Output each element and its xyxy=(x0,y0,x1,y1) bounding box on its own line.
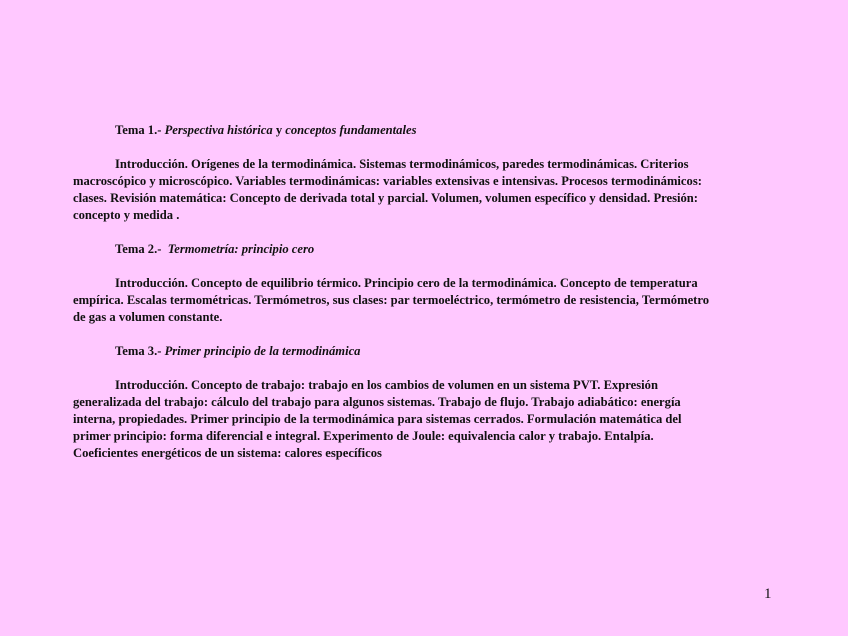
spacer xyxy=(73,258,713,275)
section-heading-tema-3 xyxy=(73,343,713,360)
section-title: Termometría: principio cero xyxy=(167,242,315,256)
section-body-tema-2: Introducción. Concepto de equilibrio térmico. Principio cero de la termodinámica. Concepto de temperatura empírica. Escalas termométricas. Termómetros, sus clases: par termoeléctrico, termómetro de resistencia, Termómetro de gas a volumen constante. xyxy=(73,276,710,324)
section-heading-tema-2 xyxy=(73,241,713,258)
section-body-tema-3: Introducción. Concepto de trabajo: trabajo en los cambios de volumen en un sistema PVT. Expresión generalizada del trabajo: cálculo del trabajo para algunos sistemas. Trabajo de flujo. Trabajo adiabático: energía interna, propiedades. Primer principio de la termodinámica para sistemas cerrados. Formulación matemática del primer principio: forma diferencial e integral. Experimento de Joule: equivalencia calor y trabajo. Entalpía. Coeficientes energéticos de un sistema: calores específicos xyxy=(73,378,682,460)
section-title-joiner: y xyxy=(275,123,283,137)
spacer xyxy=(73,224,713,241)
section-title: Primer principio de la termodinámica xyxy=(164,344,361,358)
document-body xyxy=(73,122,713,462)
spacer xyxy=(73,139,713,156)
page-number: 1 xyxy=(764,586,772,602)
section-body-tema-1: Introducción. Orígenes de la termodinámica. Sistemas termodinámicos, paredes termodinámicas. Criterios macroscópico y microscópico. Variables termodinámicas: variables extensivas e intensivas. Procesos termodinámicos: clases. Revisión matemática: Concepto de derivada total y parcial. Volumen, volumen específico y densidad. Presión: concepto y medida . xyxy=(73,157,702,222)
spacer xyxy=(73,326,713,343)
section-label: Tema 3.- xyxy=(115,344,162,358)
section-title-part1: Perspectiva histórica xyxy=(164,123,273,137)
section-label: Tema 2.- xyxy=(115,242,162,256)
spacer xyxy=(73,360,713,377)
section-label: Tema 1.- xyxy=(115,123,162,137)
section-heading-tema-1 xyxy=(73,122,713,139)
section-title-part2: conceptos fundamentales xyxy=(285,123,417,137)
